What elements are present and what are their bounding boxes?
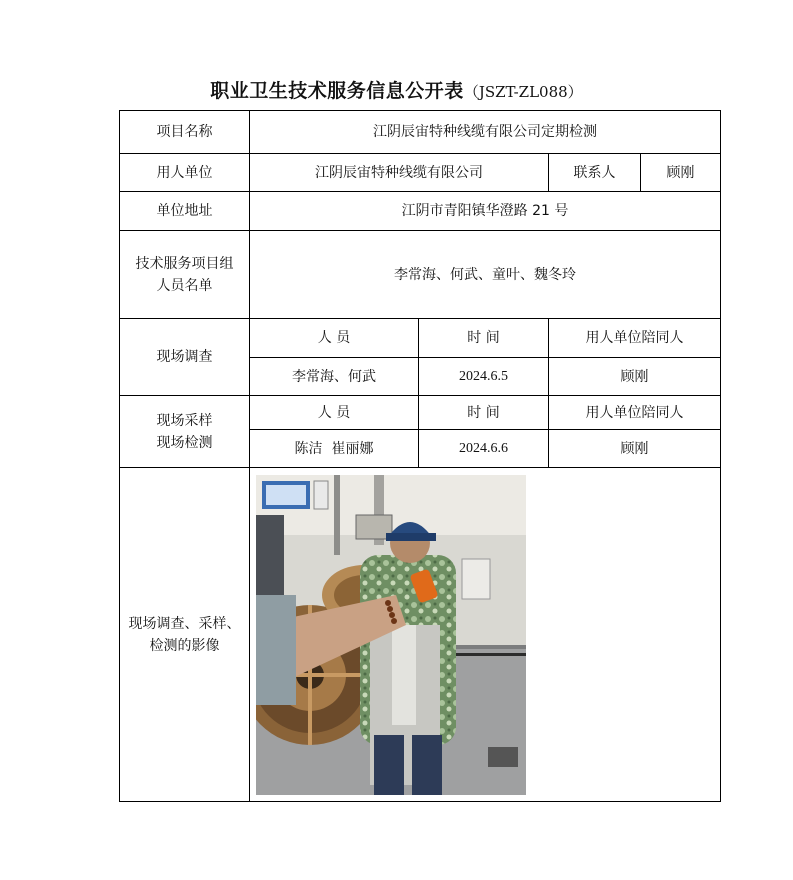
employer-value: 江阴辰宙特种线缆有限公司 [250, 154, 549, 192]
contact-label: 联系人 [549, 154, 641, 192]
page-title [0, 76, 793, 103]
survey-label: 现场调查 [120, 319, 250, 396]
address-label: 单位地址 [120, 192, 250, 231]
sampling-col-escort: 用人单位陪同人 [549, 396, 721, 430]
images-label-line1: 现场调查、采样、 [128, 615, 241, 632]
sampling-col-people: 人 员 [250, 396, 419, 430]
sampling-label [120, 396, 250, 468]
survey-col-escort: 用人单位陪同人 [549, 319, 721, 358]
team-value: 李常海、何武、童叶、魏冬玲 [250, 231, 721, 319]
address-value: 江阴市青阳镇华澄路 21 号 [250, 192, 721, 231]
site-photo [256, 475, 526, 795]
images-cell [250, 468, 721, 802]
sampling-label-line2: 现场检测 [156, 434, 213, 451]
row-survey-header [120, 319, 721, 358]
contact-value: 顾刚 [641, 154, 721, 192]
survey-col-people: 人 员 [250, 319, 419, 358]
sampling-escort: 顾刚 [549, 430, 721, 468]
form-code: （JSZT-ZL088） [463, 83, 583, 101]
team-label-line1: 技术服务项目组 [135, 255, 234, 272]
project-value: 江阴辰宙特种线缆有限公司定期检测 [250, 111, 721, 154]
row-team [120, 231, 721, 319]
team-label-line2: 人员名单 [156, 277, 213, 294]
row-sampling-header [120, 396, 721, 430]
sampling-time: 2024.6.6 [419, 430, 549, 468]
project-label: 项目名称 [120, 111, 250, 154]
row-employer [120, 154, 721, 192]
sampling-people: 陈洁 崔丽娜 [250, 430, 419, 468]
disclosure-table [119, 110, 721, 802]
sampling-col-time: 时 间 [419, 396, 549, 430]
employer-label: 用人单位 [120, 154, 250, 192]
row-address [120, 192, 721, 231]
row-project [120, 111, 721, 154]
row-images [120, 468, 721, 802]
images-label-line2: 检测的影像 [149, 637, 220, 654]
title-main: 职业卫生技术服务信息公开表 [210, 80, 464, 102]
sampling-label-line1: 现场采样 [156, 412, 213, 429]
team-label [120, 231, 250, 319]
images-label [120, 468, 250, 802]
survey-escort: 顾刚 [549, 358, 721, 396]
survey-time: 2024.6.5 [419, 358, 549, 396]
survey-people: 李常海、何武 [250, 358, 419, 396]
survey-col-time: 时 间 [419, 319, 549, 358]
